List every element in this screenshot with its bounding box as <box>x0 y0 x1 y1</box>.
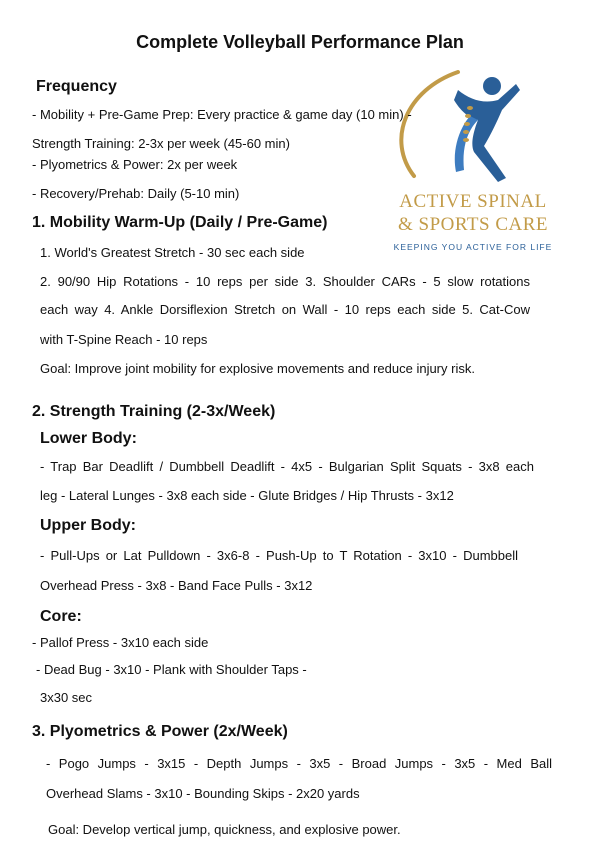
mobility-heading: 1. Mobility Warm-Up (Daily / Pre-Game) <box>32 214 328 231</box>
mobility-line: with T-Spine Reach - 10 reps <box>40 332 208 347</box>
frequency-heading: Frequency <box>36 78 117 95</box>
athlete-logo-icon <box>366 60 580 190</box>
upper-body-line: Overhead Press - 3x8 - Band Face Pulls - 3x12 <box>40 578 313 593</box>
frequency-line: Strength Training: 2-3x per week (45-60 min) <box>32 136 290 151</box>
core-heading: Core: <box>40 608 82 625</box>
plyometrics-line: Overhead Slams - 3x10 - Bounding Skips - 2x20 yards <box>46 786 360 801</box>
lower-body-heading: Lower Body: <box>40 430 137 447</box>
frequency-line: - Mobility + Pre-Game Prep: Every practice & game day (10 min) - <box>32 107 412 122</box>
plyometrics-line: - Pogo Jumps - 3x15 - Depth Jumps - 3x5 - Broad Jumps - 3x5 - Med Ball <box>46 756 552 771</box>
plyometrics-heading: 3. Plyometrics & Power (2x/Week) <box>32 723 288 740</box>
upper-body-heading: Upper Body: <box>40 517 136 534</box>
plyometrics-goal: Goal: Develop vertical jump, quickness, and explosive power. <box>48 822 401 837</box>
mobility-goal: Goal: Improve joint mobility for explosive movements and reduce injury risk. <box>40 361 475 376</box>
lower-body-line: - Trap Bar Deadlift / Dumbbell Deadlift - 4x5 - Bulgarian Split Squats - 3x8 each <box>40 459 534 474</box>
frequency-line: - Recovery/Prehab: Daily (5-10 min) <box>32 186 240 201</box>
core-line: - Dead Bug - 3x10 - Plank with Shoulder Taps - <box>36 662 307 677</box>
strength-heading: 2. Strength Training (2-3x/Week) <box>32 403 276 420</box>
mobility-line: 1. World's Greatest Stretch - 30 sec each side <box>40 245 305 260</box>
core-line: - Pallof Press - 3x10 each side <box>32 635 209 650</box>
frequency-line: - Plyometrics & Power: 2x per week <box>32 157 238 172</box>
logo-brand-line2: & SPORTS CARE <box>397 214 548 235</box>
mobility-line: each way 4. Ankle Dorsiflexion Stretch on Wall - 10 reps each side 5. Cat-Cow <box>40 302 530 317</box>
upper-body-line: - Pull-Ups or Lat Pulldown - 3x6-8 - Push-Up to T Rotation - 3x10 - Dumbbell <box>40 548 518 563</box>
clinic-logo <box>366 60 580 270</box>
mobility-line: 2. 90/90 Hip Rotations - 10 reps per side 3. Shoulder CARs - 5 slow rotations <box>40 274 530 289</box>
page-title: Complete Volleyball Performance Plan <box>136 32 464 52</box>
lower-body-line: leg - Lateral Lunges - 3x8 each side - Glute Bridges / Hip Thrusts - 3x12 <box>40 488 454 503</box>
logo-tagline: KEEPING YOU ACTIVE FOR LIFE <box>393 242 553 252</box>
logo-brand-line1: ACTIVE SPINAL <box>399 191 547 212</box>
core-line: 3x30 sec <box>40 690 93 705</box>
